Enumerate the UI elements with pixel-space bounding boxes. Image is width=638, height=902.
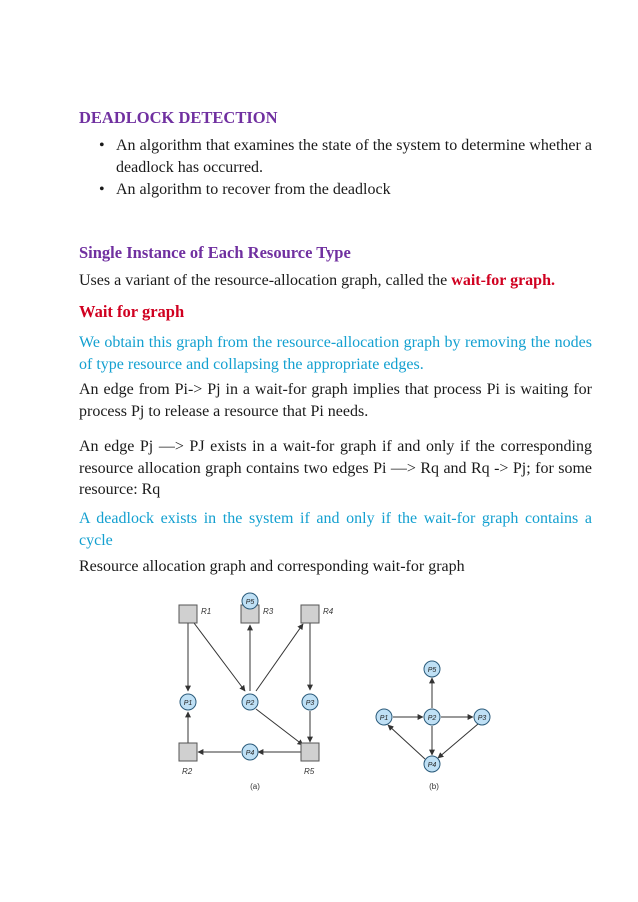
edge-b-p4-p1: [388, 725, 425, 759]
graph-a-edges: [188, 610, 310, 752]
label-r5: R5: [304, 767, 315, 776]
edge-paragraph-2: An edge Pj —> PJ exists in a wait-for graph if and only if the corresponding resource allocation graph contains two edges Pi —> Rq and Rq -> Pj; for some resource: Rq: [79, 438, 592, 498]
variant-paragraph: [79, 270, 592, 292]
variant-text: Uses a variant of the resource-allocation graph, called the: [79, 272, 452, 289]
graph-figure: [170, 586, 500, 806]
figure-intro-text: Resource allocation graph and corresponding wait-for graph: [79, 558, 465, 575]
edge-p2-r4: [256, 624, 303, 691]
resource-r5: [301, 743, 319, 761]
wait-for-graph-highlight: wait-for graph.: [451, 272, 555, 289]
label-p5: P5: [245, 599, 255, 606]
label-b-p5: P5: [427, 667, 437, 674]
caption-b: (b): [429, 782, 439, 791]
label-b-p3: P3: [477, 715, 487, 722]
list-item: [79, 179, 592, 201]
bullet-icon: •: [99, 137, 105, 154]
label-r2: R2: [182, 767, 193, 776]
resource-r4: [301, 605, 319, 623]
label-b-p4: P4: [427, 762, 437, 769]
bullet-text: An algorithm that examines the state of the system to determine whether a deadlock has occurred.: [116, 137, 592, 176]
label-r1: R1: [201, 607, 212, 616]
edge-paragraph-1: An edge from Pi-> Pj in a wait-for graph implies that process Pi is waiting for process Pj to release a resource that Pi needs.: [79, 381, 592, 420]
wait-for-title: Wait for graph: [79, 302, 185, 321]
deadlock-paragraph: A deadlock exists in the system if and only if the wait-for graph contains a cycle: [79, 510, 592, 549]
bullet-text: An algorithm to recover from the deadlock: [116, 181, 391, 198]
resource-r1: [179, 605, 197, 623]
label-p4: P4: [245, 750, 255, 757]
section-title: DEADLOCK DETECTION: [79, 108, 278, 127]
edge-b-p3-p4: [438, 724, 478, 758]
resource-r2: [179, 743, 197, 761]
label-r3: R3: [263, 607, 274, 616]
edge-p2-r5: [256, 709, 303, 745]
obtain-paragraph: We obtain this graph from the resource-allocation graph by removing the nodes of type resource and collapsing the appropriate edges.: [79, 334, 592, 373]
list-item: [79, 135, 592, 178]
label-r4: R4: [323, 607, 334, 616]
label-p1: P1: [183, 700, 193, 707]
caption-a: (a): [250, 782, 260, 791]
edge-r1-p2: [194, 623, 245, 691]
label-b-p2: P2: [427, 715, 437, 722]
label-p3: P3: [305, 700, 315, 707]
label-p2: P2: [245, 700, 255, 707]
subsection-title: Single Instance of Each Resource Type: [79, 243, 351, 262]
bullet-icon: •: [99, 181, 105, 198]
bullet-list: [79, 135, 592, 202]
label-b-p1: P1: [379, 715, 389, 722]
